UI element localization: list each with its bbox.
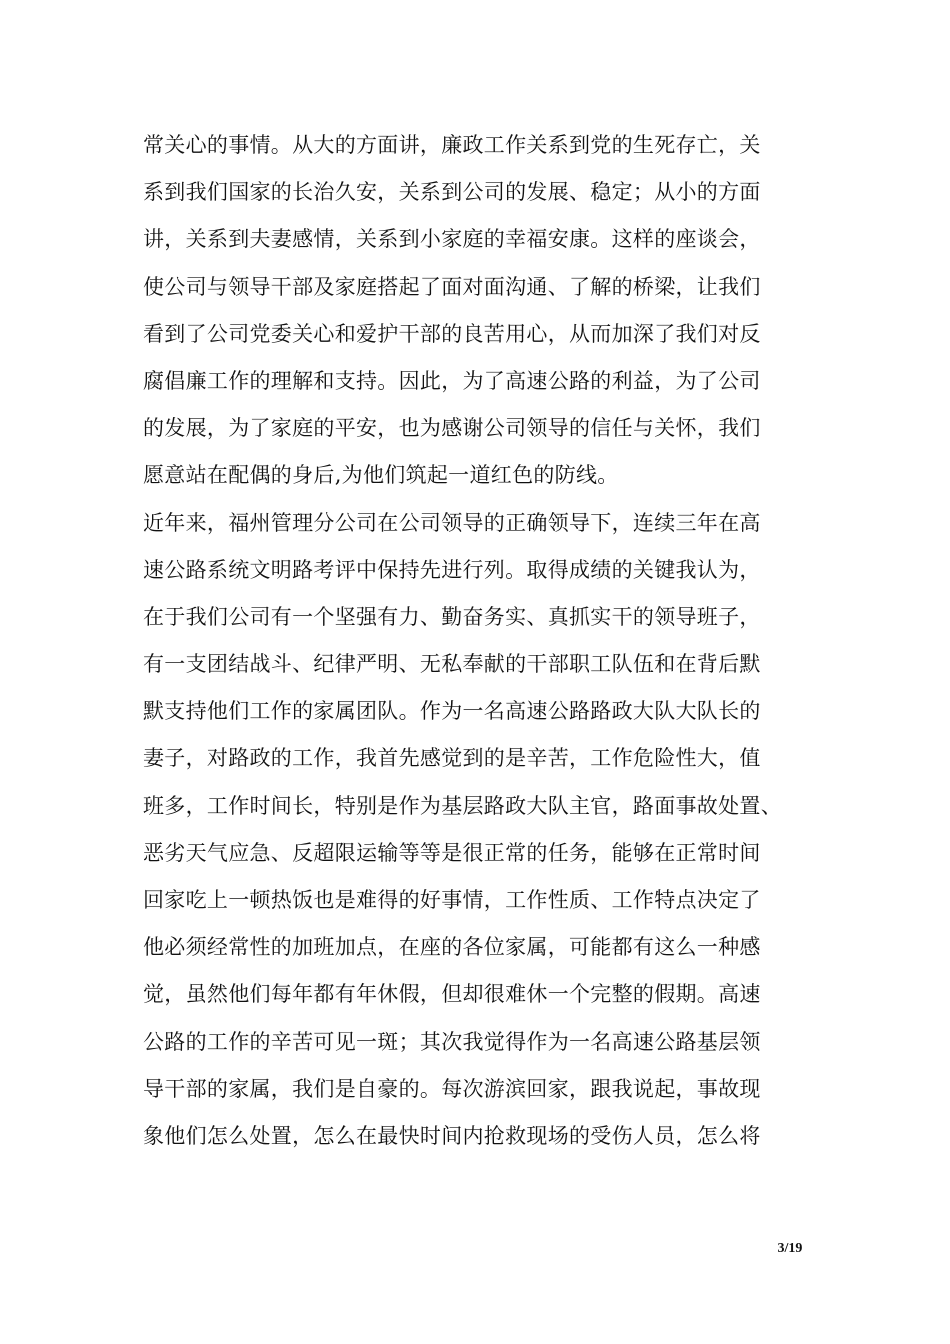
- text-line: 的发展，为了家庭的平安，也为感谢公司领导的信任与关怀，我们: [143, 416, 761, 441]
- document-body: [143, 122, 833, 1160]
- text-line: 恶劣天气应急、反超限运输等等是很正常的任务，能够在正常时间: [143, 840, 761, 865]
- text-line: 使公司与领导干部及家庭搭起了面对面沟通、了解的桥梁，让我们: [143, 274, 761, 299]
- text-line: 他必须经常性的加班加点，在座的各位家属，可能都有这么一种感: [143, 935, 761, 960]
- text-line: 妻子，对路政的工作，我首先感觉到的是辛苦，工作危险性大，值: [143, 746, 761, 771]
- text-line: 讲，关系到夫妻感情，关系到小家庭的幸福安康。这样的座谈会，: [143, 227, 761, 252]
- text-line: 班多，工作时间长，特别是作为基层路政大队主官，路面事故处置、: [143, 793, 782, 818]
- text-line: 默支持他们工作的家属团队。作为一名高速公路路政大队大队长的: [143, 699, 761, 724]
- text-line: 象他们怎么处置，怎么在最快时间内抢救现场的受伤人员，怎么将: [143, 1123, 761, 1148]
- text-line: 近年来，福州管理分公司在公司领导的正确领导下，连续三年在高: [143, 510, 761, 535]
- text-line: 系到我们国家的长治久安，关系到公司的发展、稳定；从小的方面: [143, 180, 761, 205]
- page-number: 3/19: [777, 1241, 803, 1256]
- text-line: 愿意站在配偶的身后,为他们筑起一道红色的防线。: [143, 463, 619, 488]
- text-line: 公路的工作的辛苦可见一斑；其次我觉得作为一名高速公路基层领: [143, 1029, 761, 1054]
- text-line: 速公路系统文明路考评中保持先进行列。取得成绩的关键我认为，: [143, 557, 761, 582]
- text-line: 在于我们公司有一个坚强有力、勤奋务实、真抓实干的领导班子，: [143, 604, 761, 629]
- text-line: 回家吃上一顿热饭也是难得的好事情，工作性质、工作特点决定了: [143, 888, 761, 912]
- text-line: 腐倡廉工作的理解和支持。因此，为了高速公路的利益，为了公司: [143, 368, 761, 393]
- text-line: 觉，虽然他们每年都有年休假，但却很难休一个完整的假期。高速: [143, 982, 761, 1007]
- text-line: 常关心的事情。从大的方面讲，廉政工作关系到党的生死存亡，关: [143, 133, 761, 157]
- text-line: 看到了公司党委关心和爱护干部的良苦用心，从而加深了我们对反: [143, 321, 761, 346]
- text-line: 有一支团结战斗、纪律严明、无私奉献的干部职工队伍和在背后默: [143, 652, 761, 677]
- text-line: 导干部的家属，我们是自豪的。每次游滨回家，跟我说起，事故现: [143, 1076, 761, 1101]
